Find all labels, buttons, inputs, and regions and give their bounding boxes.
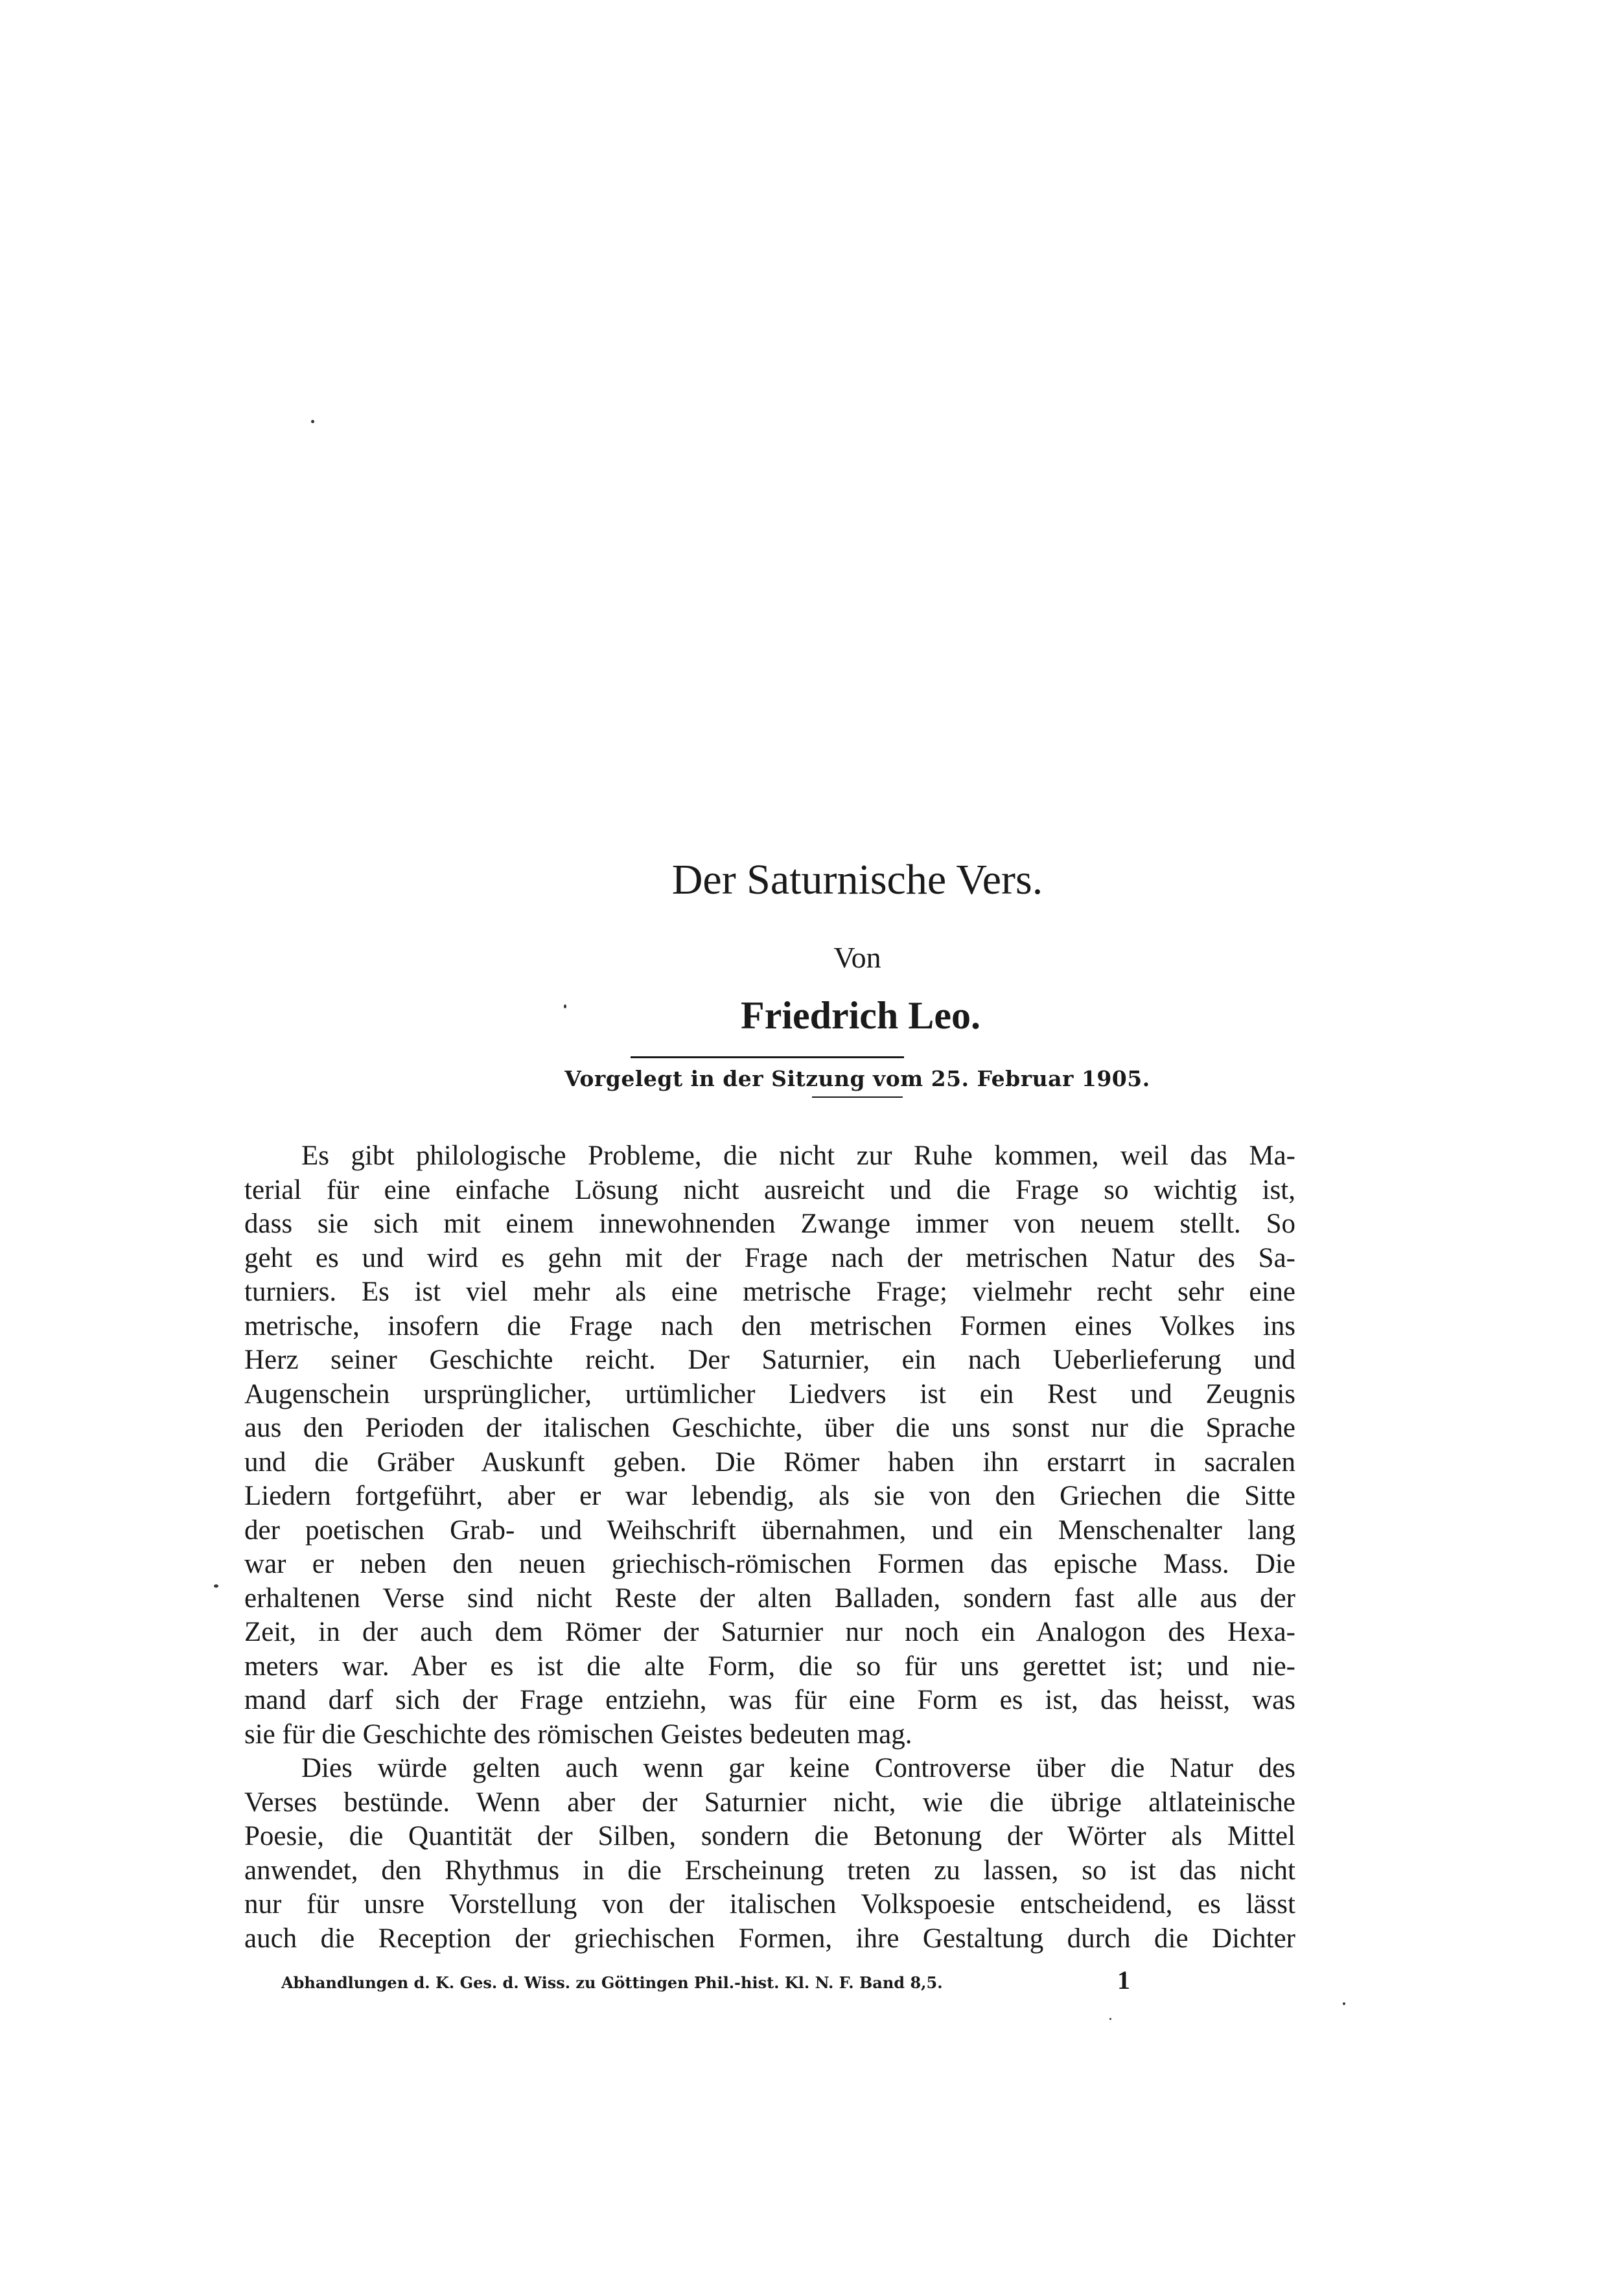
text-line: dass sie sich mit einem innewohnenden Zwange immer von neuem stellt. So bbox=[244, 1209, 1295, 1239]
text-line: terial für eine einfache Lösung nicht ausreicht und die Frage so wichtig ist, bbox=[244, 1174, 1295, 1205]
text-line: sie für die Geschichte des römischen Geistes bedeuten mag. bbox=[244, 1719, 912, 1750]
text-line: geht es und wird es gehn mit der Frage nach der metrischen Natur des Sa- bbox=[244, 1242, 1295, 1273]
text-line: auch die Reception der griechischen Formen, ihre Gestaltung durch die Dichter bbox=[244, 1923, 1295, 1954]
text-line: Liedern fortgeführt, aber er war lebendig, als sie von den Griechen die Sitte bbox=[244, 1481, 1295, 1511]
text-line: Augenschein ursprünglicher, urtümlicher Liedvers ist ein Rest und Zeugnis bbox=[244, 1378, 1295, 1409]
article-title: Der Saturnische Vers. bbox=[671, 856, 1043, 903]
text-line: metrische, insofern die Frage nach den metrischen Formen eines Volkes ins bbox=[244, 1310, 1295, 1341]
text-line: Zeit, in der auch dem Römer der Saturnier nur noch ein Analogon des Hexa- bbox=[244, 1617, 1295, 1647]
text-line: und die Gräber Auskunft geben. Die Römer haben ihn erstarrt in sacralen bbox=[244, 1446, 1295, 1478]
text-line: anwendet, den Rhythmus in die Erscheinung treten zu lassen, so ist das nicht bbox=[244, 1855, 1295, 1886]
scan-speck bbox=[214, 1584, 218, 1588]
body-text bbox=[244, 1139, 1295, 1956]
text-line: Dies würde gelten auch wenn gar keine Controverse über die Natur des bbox=[301, 1753, 1295, 1783]
text-line: Poesie, die Quantität der Silben, sondern die Betonung der Wörter als Mittel bbox=[244, 1821, 1295, 1851]
scan-speck bbox=[311, 420, 314, 423]
text-line: aus den Perioden der italischen Geschichte, über die uns sonst nur die Sprache bbox=[244, 1413, 1295, 1443]
scan-speck bbox=[1109, 2018, 1111, 2020]
text-line: der poetischen Grab- und Weihschrift übernahmen, und ein Menschenalter lang bbox=[244, 1514, 1295, 1546]
text-line: Verses bestünde. Wenn aber der Saturnier nicht, wie die übrige altlateinische bbox=[244, 1787, 1295, 1818]
text-line: Es gibt philologische Probleme, die nicht zur Ruhe kommen, weil das Ma- bbox=[301, 1141, 1295, 1171]
journal-footer: Abhandlungen d. K. Ges. d. Wiss. zu Göttingen Phil.-hist. Kl. N. F. Band 8,5. bbox=[281, 1973, 943, 1992]
page-number: 1 bbox=[1117, 1965, 1130, 1995]
text-line: erhaltenen Verse sind nicht Reste der alten Balladen, sondern fast alle aus der bbox=[244, 1582, 1295, 1614]
byline: Von bbox=[833, 941, 881, 974]
presentation-note: Vorgelegt in der Sitzung vom 25. Februar 1905. bbox=[564, 1066, 1150, 1091]
text-line: mand darf sich der Frage entziehn, was für eine Form es ist, das heisst, was bbox=[244, 1685, 1295, 1715]
text-line: nur für unsre Vorstellung von der italischen Volkspoesie entscheidend, es lässt bbox=[244, 1889, 1295, 1919]
title-rule bbox=[631, 1056, 904, 1058]
note-underline bbox=[812, 1096, 903, 1098]
text-line: meters war. Aber es ist die alte Form, die so für uns gerettet ist; und nie- bbox=[244, 1651, 1295, 1682]
text-line: war er neben den neuen griechisch-römischen Formen das epische Mass. Die bbox=[244, 1549, 1295, 1579]
text-line: Herz seiner Geschichte reicht. Der Saturnier, ein nach Ueberlieferung und bbox=[244, 1345, 1295, 1375]
text-line: turniers. Es ist viel mehr als eine metrische Frage; vielmehr recht sehr eine bbox=[244, 1277, 1295, 1307]
author-name: Friedrich Leo. bbox=[741, 994, 980, 1037]
scan-speck bbox=[1343, 2002, 1345, 2005]
scan-speck bbox=[564, 1004, 566, 1008]
